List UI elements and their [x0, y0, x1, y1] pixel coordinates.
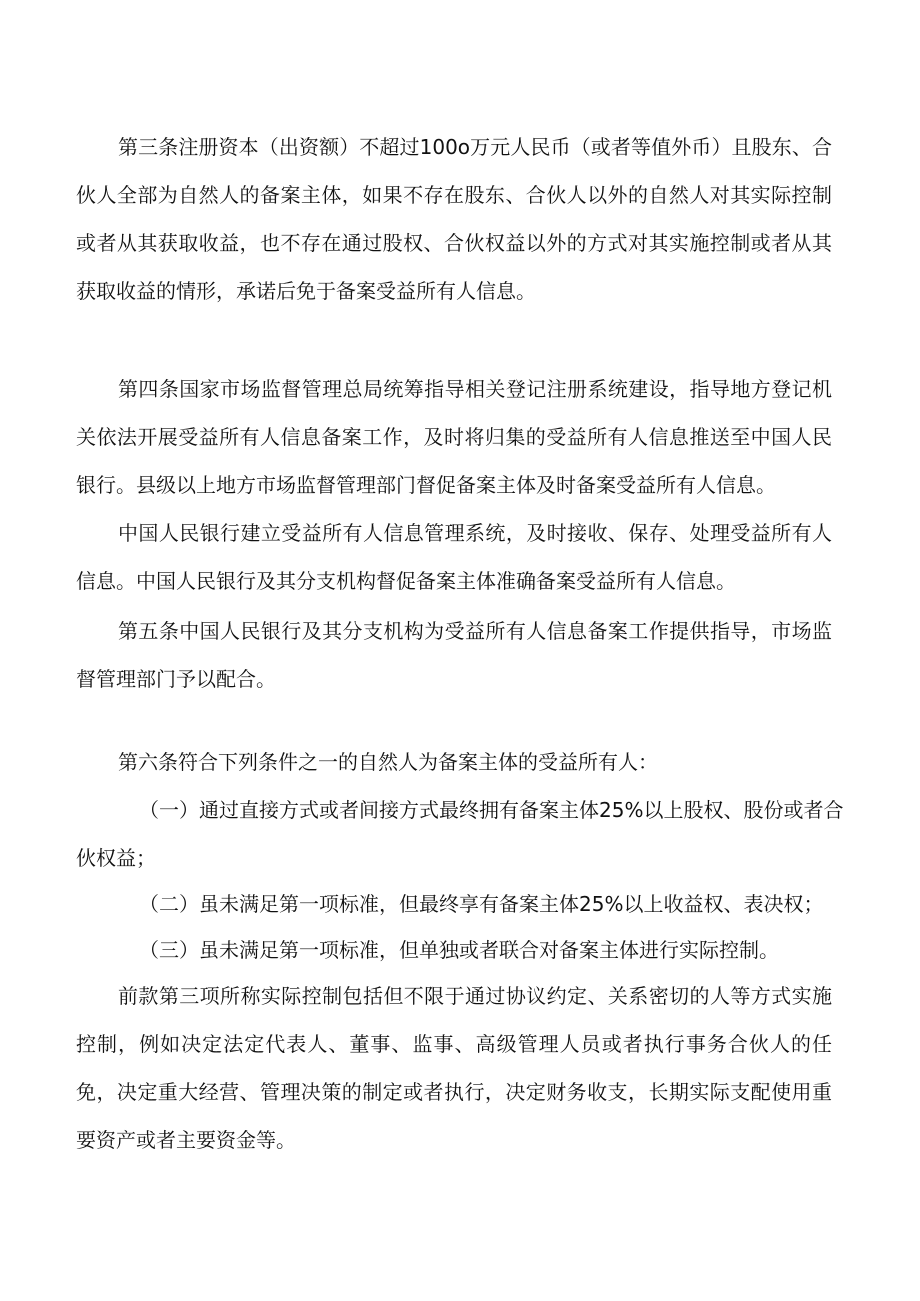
article-4-paragraph [76, 365, 832, 509]
text-line: 伙权益； [76, 846, 156, 870]
article-3-paragraph [76, 123, 832, 315]
text-line: 或者从其获取收益，也不存在通过股权、合伙权益以外的方式对其实施控制或者从其 [76, 231, 832, 255]
text-line: 伙人全部为自然人的备案主体，如果不存在股东、合伙人以外的自然人对其实际控制 [76, 183, 832, 207]
text-line: 关依法开展受益所有人信息备案工作，及时将归集的受益所有人信息推送至中国人民 [76, 425, 832, 449]
article-6-item-2 [76, 880, 832, 928]
text-line: 前款第三项所称实际控制包括但不限于通过协议约定、关系密切的人等方式实施 [118, 984, 832, 1008]
text-line: 获取收益的情形，承诺后免于备案受益所有人信息。 [76, 279, 536, 303]
text-line: 督管理部门予以配合。 [76, 667, 276, 691]
text-line: 要资产或者主要资金等。 [76, 1128, 296, 1152]
text-line: 信息。中国人民银行及其分支机构督促备案主体准确备案受益所有人信息。 [76, 569, 736, 593]
article-6-control-paragraph [76, 972, 832, 1164]
article-6-paragraph [76, 738, 832, 786]
text-line: 银行。县级以上地方市场监督管理部门督促备案主体及时备案受益所有人信息。 [76, 473, 776, 497]
text-line: 中国人民银行建立受益所有人信息管理系统，及时接收、保存、处理受益所有人 [118, 521, 832, 545]
text-line: 第六条符合下列条件之一的自然人为备案主体的受益所有人： [118, 750, 658, 774]
article-4-paragraph-2 [76, 509, 832, 605]
text-line: 第四条国家市场监督管理总局统筹指导相关登记注册系统建设，指导地方登记机 [118, 377, 832, 401]
article-5-paragraph [76, 607, 832, 703]
article-6-item-3 [76, 926, 832, 974]
text-line: 免，决定重大经营、管理决策的制定或者执行，决定财务收支，长期实际支配使用重 [76, 1080, 832, 1104]
article-6-item-1 [76, 786, 844, 882]
text-line: 第三条注册资本（出资额）不超过100o万元人民币（或者等值外币）且股东、合 [118, 135, 832, 159]
text-line: （一）通过直接方式或者间接方式最终拥有备案主体25%以上股权、股份或者合 [139, 798, 844, 822]
text-line: （二）虽未满足第一项标准，但最终享有备案主体25%以上收益权、表决权； [139, 892, 824, 916]
text-line: （三）虽未满足第一项标准，但单独或者联合对备案主体进行实际控制。 [139, 938, 779, 962]
text-line: 控制，例如决定法定代表人、董事、监事、高级管理人员或者执行事务合伙人的任 [76, 1032, 832, 1056]
text-line: 第五条中国人民银行及其分支机构为受益所有人信息备案工作提供指导，市场监 [118, 619, 832, 643]
